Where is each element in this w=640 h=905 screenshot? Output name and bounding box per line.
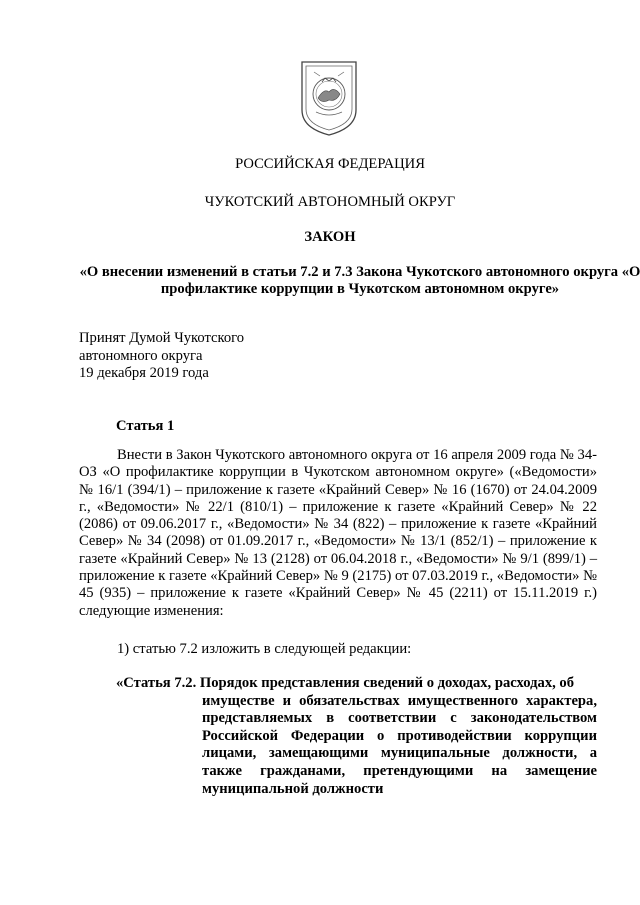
coat-of-arms-icon (298, 58, 360, 138)
adoption-line: автономного округа (79, 347, 203, 364)
article-1-text: Внести в Закон Чукотского автономного округа от 16 апреля 2009 года № 34-ОЗ «О профилактике коррупции в Чукотском автономном округе» («Ведомости» № 16/1 (394/1) – приложение к газете «Крайний Север» № 16 (1670) от 24.04.2009 г., «Ведомости» № 22/1 (810/1) – приложение к газете «Крайний Север» № 22 (2086) от 09.06.2017 г., «Ведомости» № 34 (822) – приложение к газете «Крайний Север» № 34 (2098) от 01.09.2017 г., «Ведомости» № 13/1 (852/1) – приложение к газете «Крайний Север» № 13 (2128) от 06.04.2018 г., «Ведомости» № 9/1 (899/1) – приложение к газете «Крайний Север» № 9 (2175) от 07.03.2019 г., «Ведомости» № 45 (935) – приложение к газете «Крайний Север» № 45 (2211) от 15.11.2019 г.) следующие изменения: (79, 447, 597, 619)
adoption-date: 19 декабря 2019 года (79, 365, 209, 381)
item-1: 1) статью 7.2 изложить в следующей редакции: (117, 641, 412, 657)
article-7-2-title-start: Порядок представления сведений о доходах, расходах, об (199, 675, 575, 691)
country-heading: РОССИЙСКАЯ ФЕДЕРАЦИЯ (235, 156, 425, 172)
law-title: «О внесении изменений в статьи 7.2 и 7.3 Закона Чукотского автономного округа «О профилактике коррупции в Чукотском автономном округе» (79, 264, 640, 297)
doc-type-heading: ЗАКОН (304, 229, 356, 245)
article-1-heading: Статья 1 (116, 418, 175, 434)
article-7-2-first-line (116, 675, 597, 693)
article-7-2-title-rest: имуществе и обязательствах имущественного характера, представляемых в соответствии с законодательством Российской Федерации о противодействии коррупции лицами, замещающими муниципальные должности, а также гражданами, претендующими на замещение муниципальной должности (202, 692, 597, 797)
article-7-2-label: «Статья 7.2. (116, 675, 197, 691)
adoption-info (79, 330, 244, 383)
adoption-line: Принят Думой Чукотского (79, 330, 245, 346)
region-heading: ЧУКОТСКИЙ АВТОНОМНЫЙ ОКРУГ (204, 194, 456, 210)
